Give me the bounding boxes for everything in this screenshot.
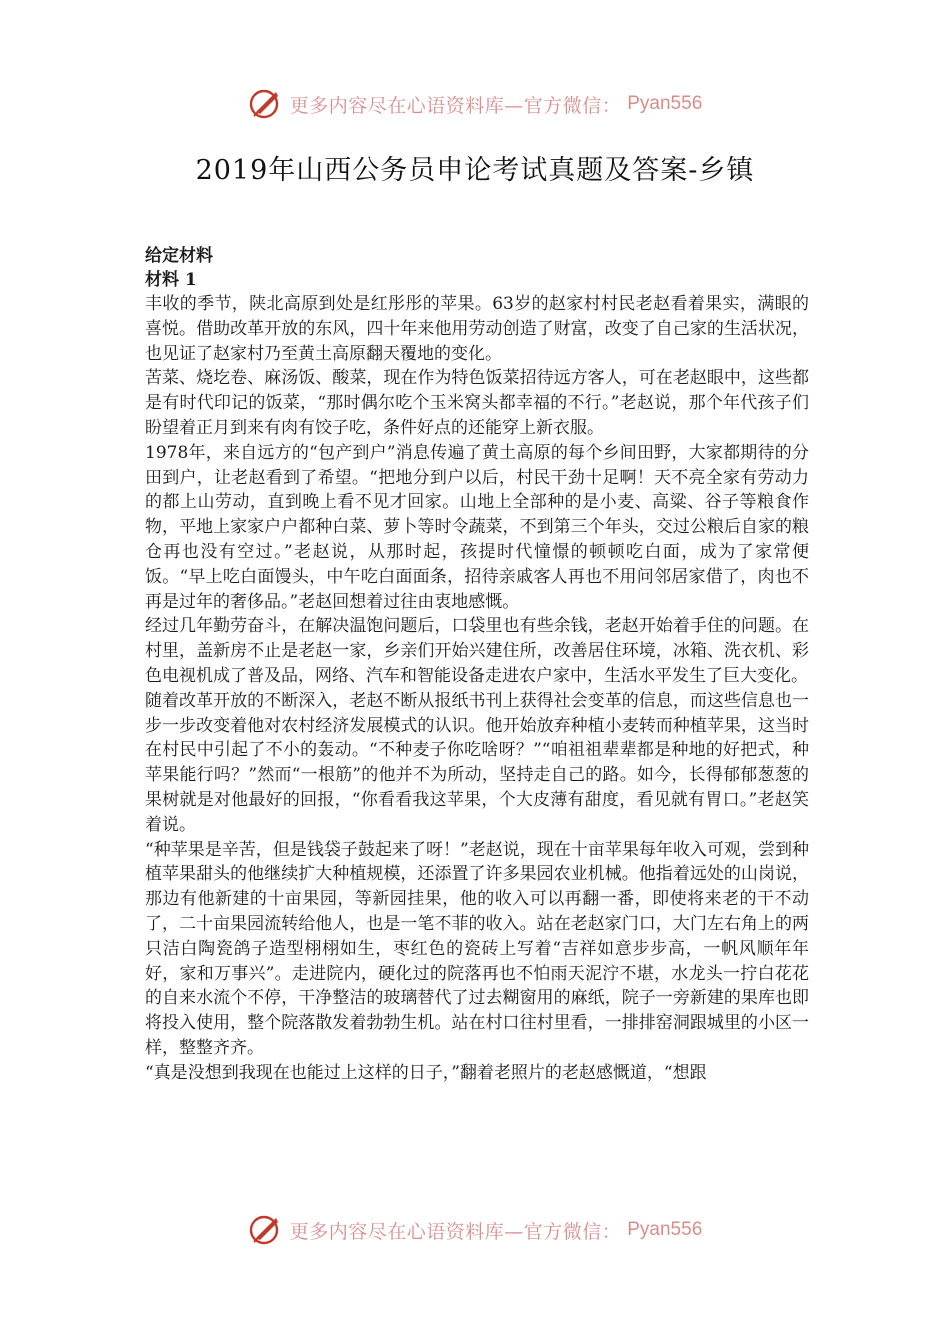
- watermark-header: [0, 84, 950, 124]
- quill-logo-icon: [248, 86, 284, 122]
- paragraph: “真是没想到我现在也能过上这样的日子，”翻着老照片的老赵感慨道，“想跟: [145, 1062, 707, 1083]
- watermark-text: 更多内容尽在心语资料库—官方微信：: [289, 94, 622, 117]
- document-body: [145, 244, 809, 1086]
- paragraph: 苦菜、烧圪卷、麻汤饭、酸菜，现在作为特色饭菜招待远方客人，可在老赵眼中，这些都是有时代印记的饭菜，“那时偶尔吃个玉米窝头都幸福的不行。”老赵说，那个年代孩子们盼望着正月到来有肉有饺子吃，条件好点的还能穿上新衣服。: [145, 368, 809, 438]
- quill-logo-icon: [248, 1212, 284, 1248]
- watermark-footer: [0, 1210, 950, 1250]
- paragraph: 丰收的季节，陕北高原到处是红彤彤的苹果。63岁的赵家村村民老赵看着果实，满眼的喜悦。借助改革开放的东风，四十年来他用劳动创造了财富，改变了自己家的生活状况，也见证了赵家村乃至黄土高原翻天覆地的变化。: [145, 294, 809, 364]
- page-title: 2019年山西公务员申论考试真题及答案-乡镇: [195, 155, 755, 186]
- material-heading: 材料 1: [145, 270, 197, 290]
- watermark-handle: Pyan556: [627, 93, 703, 114]
- watermark-handle: Pyan556: [627, 1219, 703, 1240]
- paragraph: 随着改革开放的不断深入，老赵不断从报纸书刊上获得社会变革的信息，而这些信息也一步一步改变着他对农村经济发展模式的认识。他开始放弃种植小麦转而种植苹果，这当时在村民中引起了不小的轰动。“不种麦子你吃啥呀？”“咱祖祖辈辈都是种地的好把式，种苹果能行吗？”然而“一根筋”的他并不为所动，坚持走自己的路。如今，长得郁郁葱葱的果树就是对他最好的回报，“你看看我这苹果，个大皮薄有甜度，看见就有胃口。”老赵笑着说。: [145, 690, 809, 835]
- paragraph: “种苹果是辛苦，但是钱袋子鼓起来了呀！”老赵说，现在十亩苹果每年收入可观，尝到种植苹果甜头的他继续扩大种植规模，还添置了许多果园农业机械。他指着远处的山岗说，那边有他新建的十亩果园，等新园挂果，他的收入可以再翻一番，即使将来老的干不动了，二十亩果园流转给他人，也是一笔不菲的收入。站在老赵家门口，大门左右角上的两只洁白陶瓷鸽子造型栩栩如生，枣红色的瓷砖上写着“吉祥如意步步高，一帆风顺年年好，家和万事兴”。走进院内，硬化过的院落再也不怕雨天泥泞不堪，水龙头一拧白花花的自来水流个不停，干净整洁的玻璃替代了过去糊窗用的麻纸，院子一旁新建的果库也即将投入使用，整个院落散发着勃勃生机。站在村口往村里看，一排排窑洞跟城里的小区一样，整整齐齐。: [145, 839, 809, 1058]
- paragraph: 经过几年勤劳奋斗，在解决温饱问题后，口袋里也有些余钱，老赵开始着手住的问题。在村里，盖新房不止是老赵一家，乡亲们开始兴建住所，改善居住环境，冰箱、洗衣机、彩色电视机成了普及品，网络、汽车和智能设备走进农户家中，生活水平发生了巨大变化。: [145, 616, 809, 686]
- paragraph: 1978年，来自远方的“包产到户”消息传遍了黄土高原的每个乡间田野，大家都期待的分田到户，让老赵看到了希望。“把地分到户以后，村民干劲十足啊！天不亮全家有劳动力的都上山劳动，直到晚上看不见才回家。山地上全部种的是小麦、高粱、谷子等粮食作物，平地上家家户户都种白菜、萝卜等时令蔬菜，不到第三个年头，交过公粮后自家的粮仓再也没有空过。”老赵说，从那时起，孩提时代憧憬的顿顿吃白面，成为了家常便饭。“早上吃白面馒头，中午吃白面面条，招待亲戚客人再也不用问邻居家借了，肉也不再是过年的奢侈品。”老赵回想着过往由衷地感慨。: [145, 442, 809, 612]
- watermark-text: 更多内容尽在心语资料库—官方微信：: [289, 1220, 622, 1243]
- section-heading: 给定材料: [145, 246, 213, 266]
